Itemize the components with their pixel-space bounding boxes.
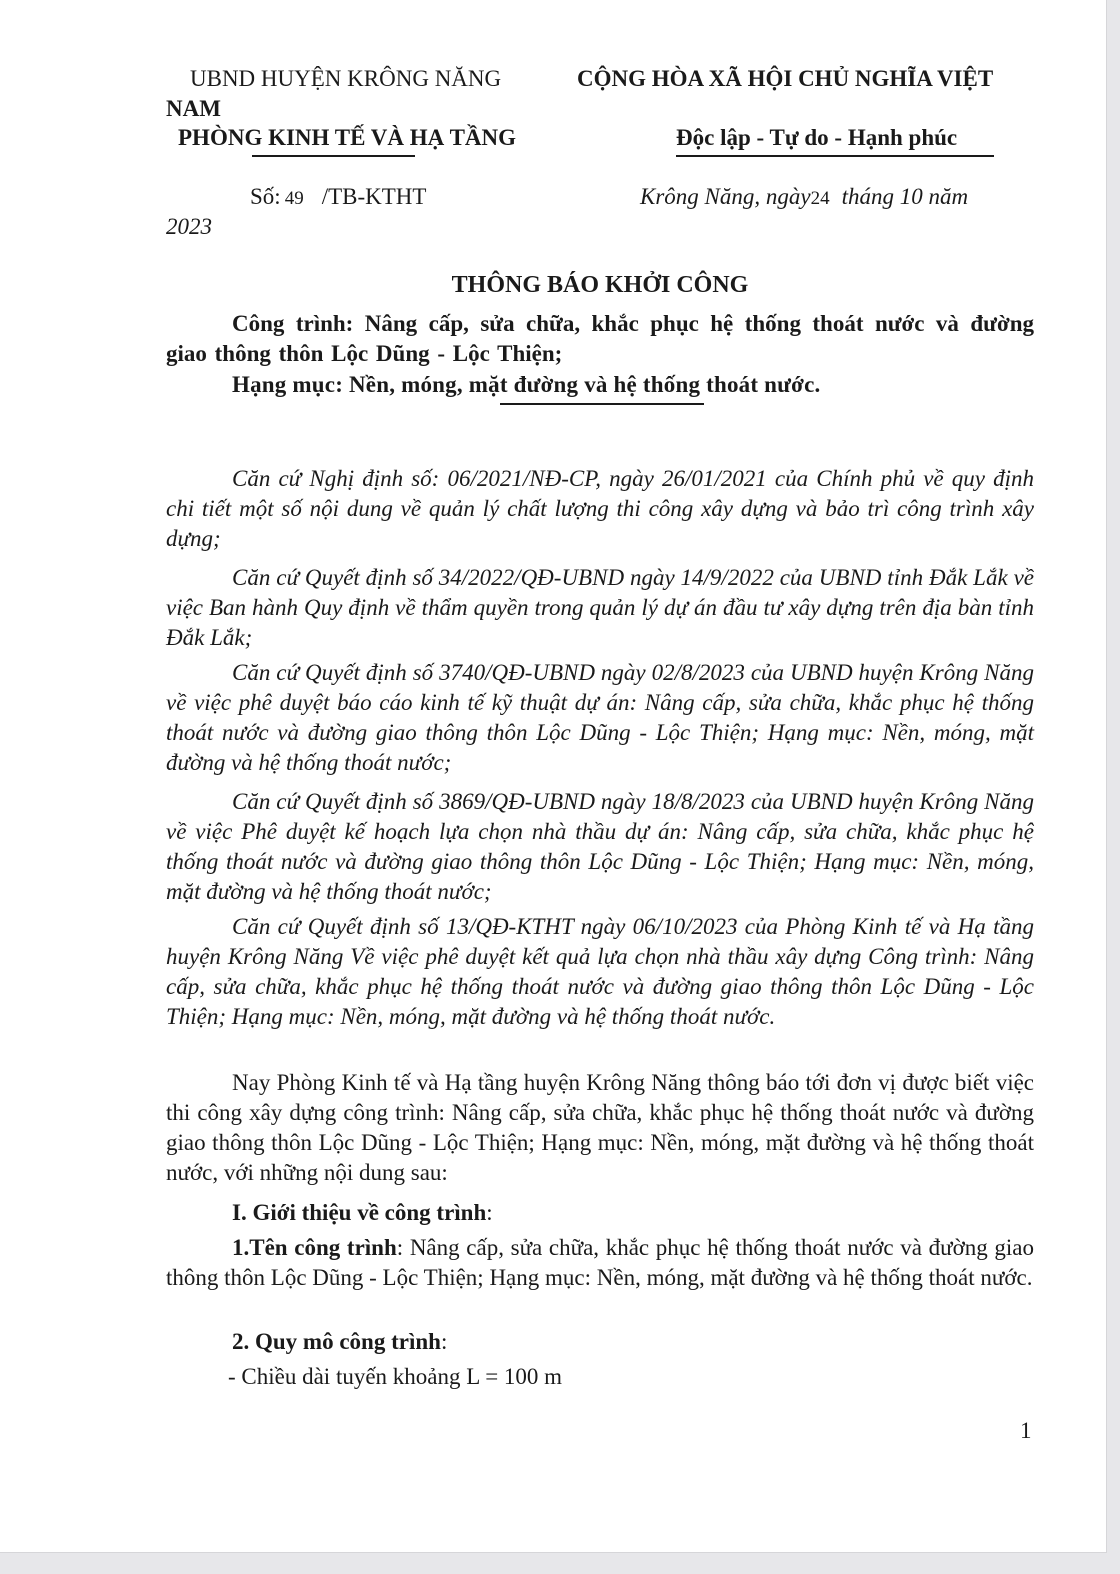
legal-basis-4: Căn cứ Quyết định số 3869/QĐ-UBND ngày 18/8/2023 của UBND huyện Krông Năng về việc Phê duyệt kế hoạch lựa chọn nhà thầu dự án: Nâng cấp, sửa chữa, khắc phục hệ thống thoát nước và đường giao thông thôn Lộc Dũng - Lộc Thiện; Hạng mục: Nền, móng, mặt đường và hệ thống thoát nước; xyxy=(166,789,1034,904)
country-name: CỘNG HÒA XÃ HỘI CHỦ NGHĨA VIỆT xyxy=(577,66,994,91)
place-date-prefix: Krông Năng, ngày xyxy=(640,184,811,209)
place-date-suffix: tháng 10 năm xyxy=(841,184,969,209)
doc-no-number: 49 xyxy=(284,188,304,209)
doc-no-prefix: Số: xyxy=(250,184,281,209)
project-item: Hạng mục: Nền, móng, mặt đường và hệ thống thoát nước. xyxy=(232,372,821,397)
date-year: 2023 xyxy=(166,214,212,239)
announcement: Nay Phòng Kinh tế và Hạ tầng huyện Krông Năng thông báo tới đơn vị được biết việc thi công xây dựng công trình: Nâng cấp, sửa chữa, khắc phục hệ thống thoát nước và đường giao thông thôn Lộc Dũng - Lộc Thiện; Hạng mục: Nền, móng, mặt đường và hệ thống thoát nước, với những nội dung sau: xyxy=(166,1070,1034,1185)
legal-basis-1: Căn cứ Nghị định số: 06/2021/NĐ-CP, ngày 26/01/2021 của Chính phủ về quy định chi tiết một số nội dung về quản lý chất lượng thi công xây dựng và bảo trì công trình xây dựng; xyxy=(166,466,1034,551)
document-number xyxy=(250,182,426,214)
title-underline xyxy=(500,403,704,405)
notice-title: THÔNG BÁO KHỞI CÔNG xyxy=(451,272,749,298)
legal-basis-3: Căn cứ Quyết định số 3740/QĐ-UBND ngày 02/8/2023 của UBND huyện Krông Năng về việc phê duyệt báo cáo kinh tế kỹ thuật dự án: Nâng cấp, sửa chữa, khắc phục hệ thống thoát nước và đường giao thông thôn Lộc Dũng - Lộc Thiện; Hạng mục: Nền, móng, mặt đường và hệ thống thoát nước; xyxy=(166,660,1034,775)
item-1-label: 1.Tên công trình xyxy=(232,1235,397,1260)
section-1-heading-text: I. Giới thiệu về công trình xyxy=(232,1200,487,1225)
agency-line-1: UBND HUYỆN KRÔNG NĂNG xyxy=(190,66,502,91)
agency-line-2: PHÒNG KINH TẾ VÀ HẠ TẦNG xyxy=(178,125,517,150)
item-2-colon: : xyxy=(440,1329,448,1354)
project-title: Công trình: Nâng cấp, sửa chữa, khắc phục hệ thống thoát nước và đường giao thông thôn Lộc Dũng - Lộc Thiện; xyxy=(166,311,1034,366)
scale-bullet-1: - Chiều dài tuyến khoảng L = 100 m xyxy=(228,1364,563,1389)
section-1-heading xyxy=(232,1198,493,1228)
motto-underline xyxy=(676,155,994,157)
section-1-heading-colon: : xyxy=(486,1200,493,1225)
section-1-item-1 xyxy=(166,1233,1034,1293)
country-name-wrap: NAM xyxy=(166,96,221,121)
page-number: 1 xyxy=(1020,1418,1032,1443)
doc-no-suffix: /TB-KTHT xyxy=(321,184,427,209)
section-1-item-2 xyxy=(232,1327,447,1357)
item-1-text: : Nâng cấp, sửa chữa, khắc phục hệ thống thoát nước và đường giao thông thôn Lộc Dũng - Lộc Thiện; Hạng mục: Nền, móng, mặt đường và hệ thống thoát nước. xyxy=(166,1235,1034,1290)
date-day: 24 xyxy=(810,188,830,209)
agency-underline xyxy=(252,155,415,157)
legal-basis-5: Căn cứ Quyết định số 13/QĐ-KTHT ngày 06/10/2023 của Phòng Kinh tế và Hạ tầng huyện Krông Năng Về việc phê duyệt kết quả lựa chọn nhà thầu xây dựng Công trình: Nâng cấp, sửa chữa, khắc phục hệ thống thoát nước và đường giao thông thôn Lộc Dũng - Lộc Thiện; Hạng mục: Nền, móng, mặt đường và hệ thống thoát nước. xyxy=(166,914,1034,1029)
motto: Độc lập - Tự do - Hạnh phúc xyxy=(676,125,958,150)
place-date xyxy=(640,182,968,214)
item-2-label: 2. Quy mô công trình xyxy=(232,1329,441,1354)
legal-basis-2: Căn cứ Quyết định số 34/2022/QĐ-UBND ngày 14/9/2022 của UBND tỉnh Đắk Lắk về việc Ban hành Quy định về thẩm quyền trong quản lý dự án đầu tư xây dựng trên địa bàn tỉnh Đắk Lắk; xyxy=(166,565,1034,650)
